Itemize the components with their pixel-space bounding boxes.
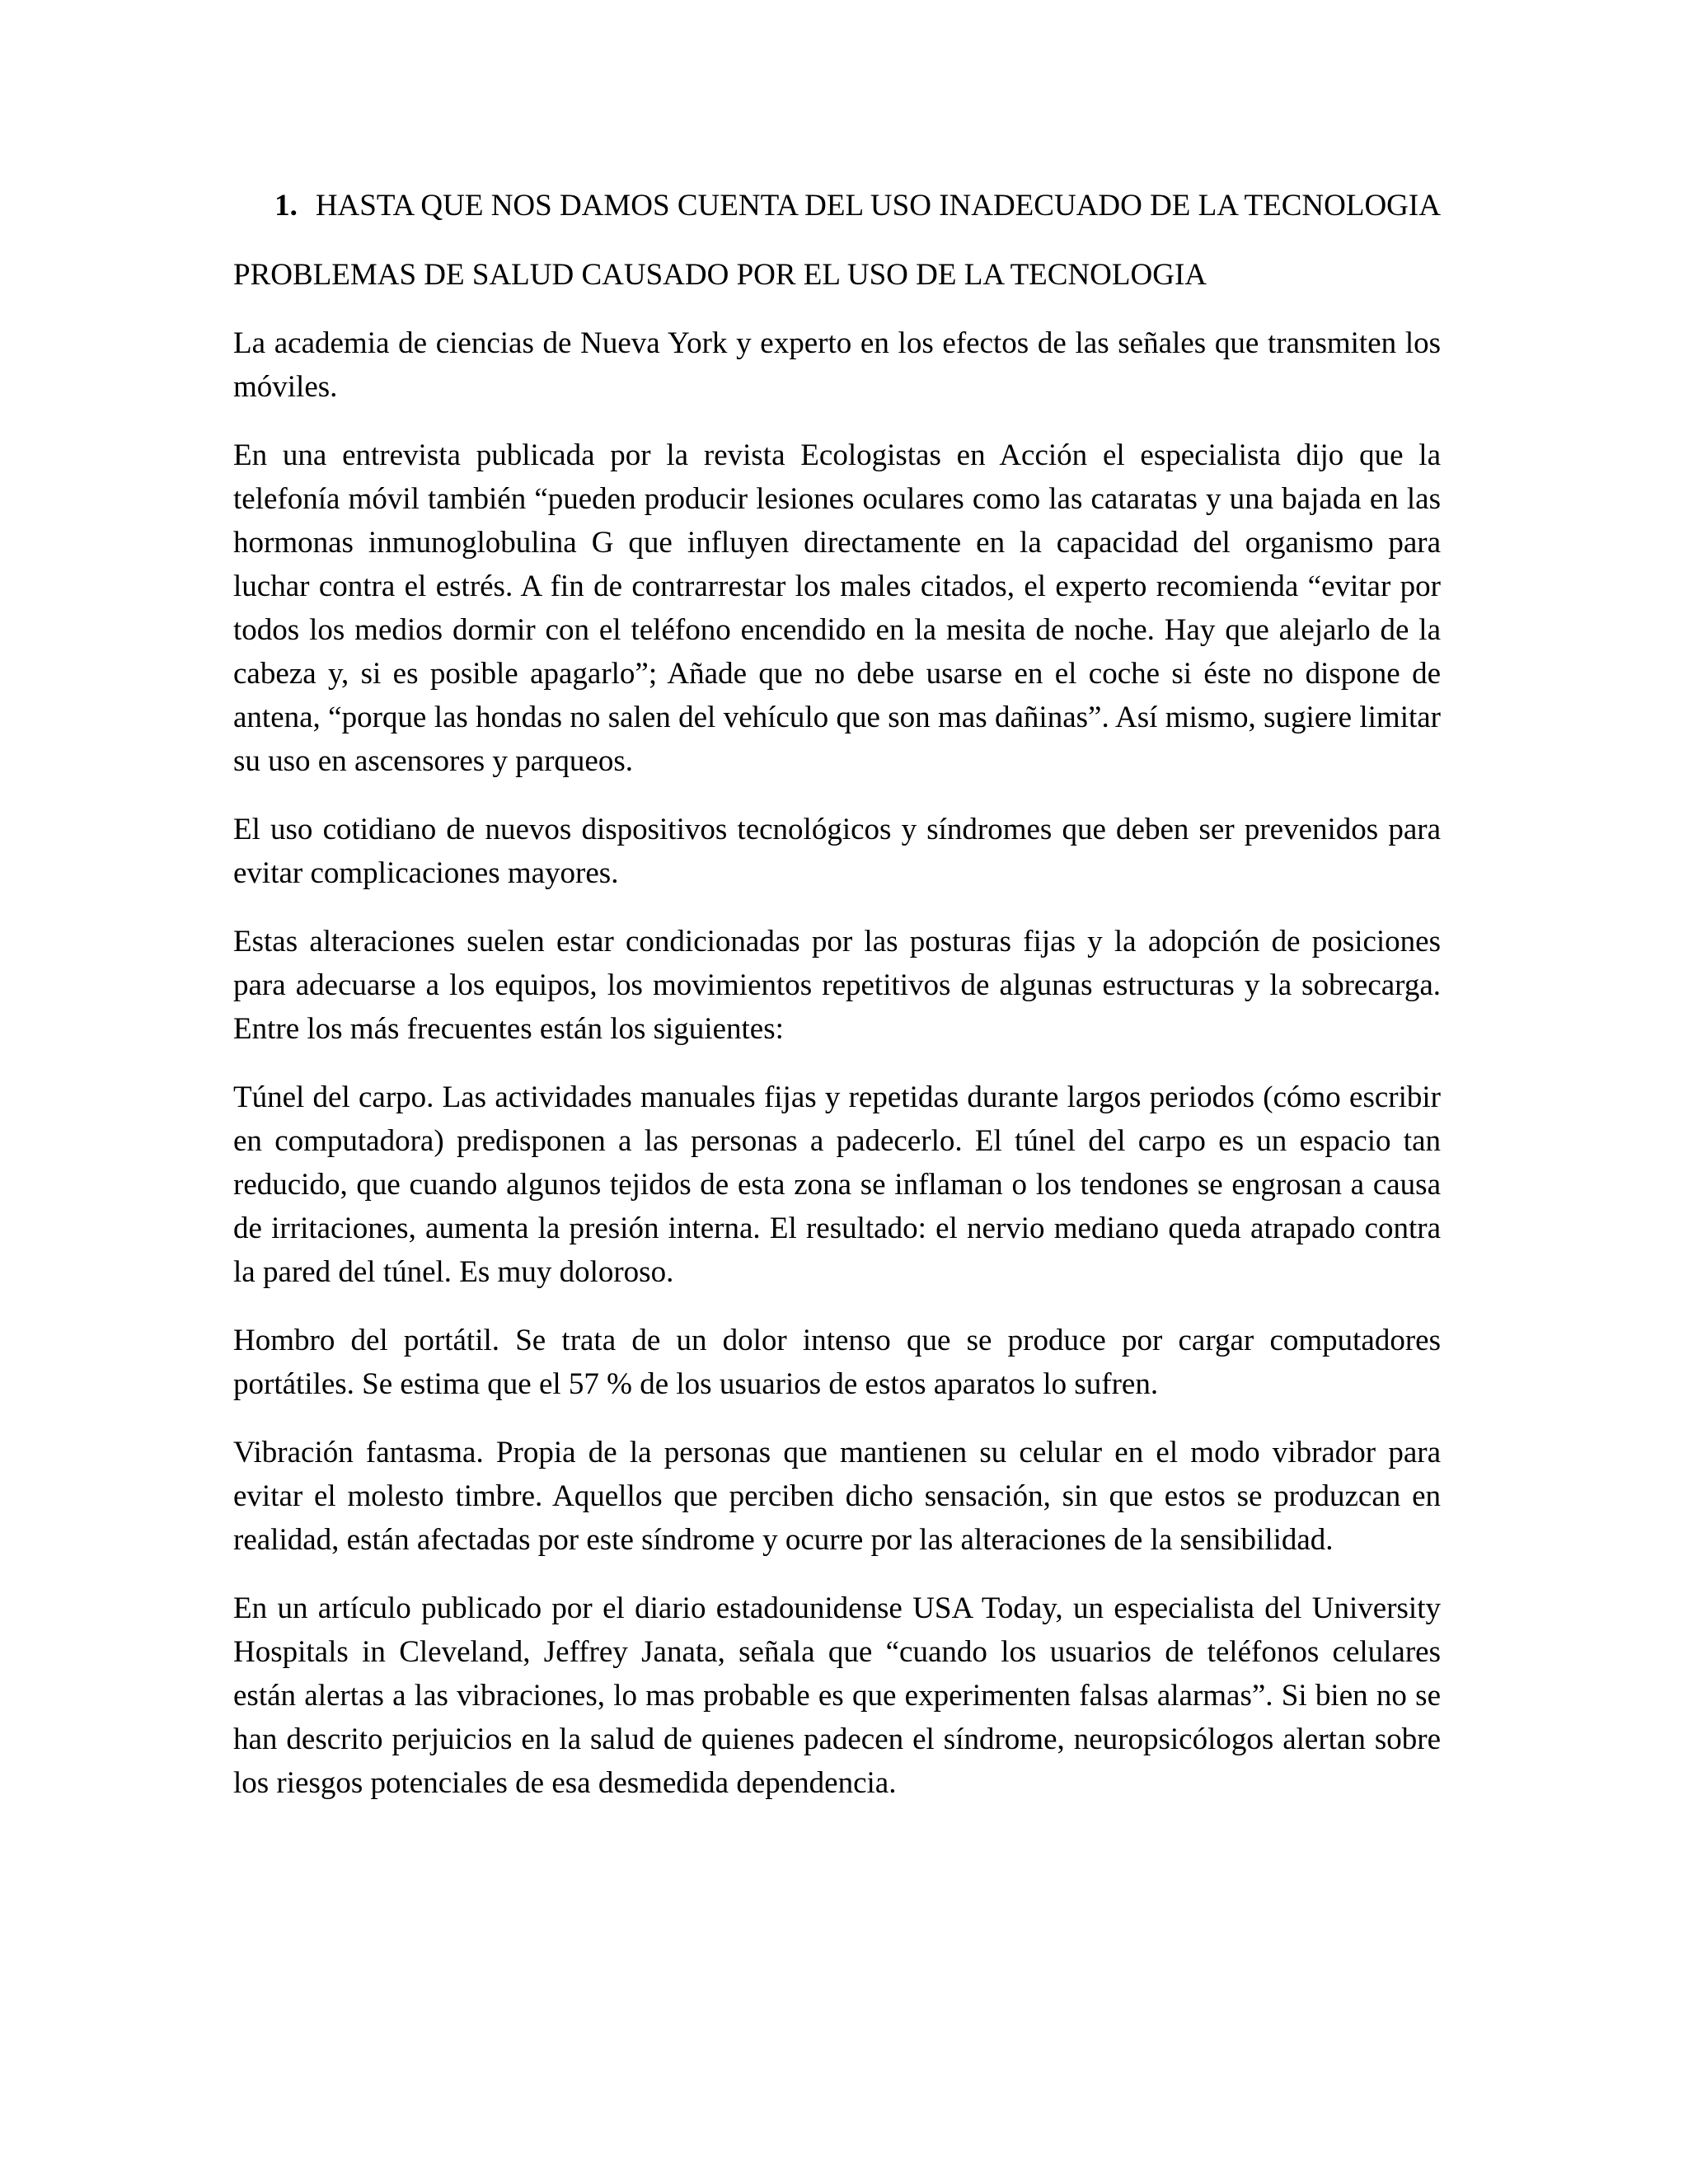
paragraph-intro: La academia de ciencias de Nueva York y experto en los efectos de las señales que transmiten los móviles. bbox=[233, 326, 1441, 404]
paragraph-daily-use: El uso cotidiano de nuevos dispositivos tecnológicos y síndromes que deben ser prevenidos para evitar complicaciones mayores. bbox=[233, 813, 1441, 890]
paragraph-laptop-shoulder: Hombro del portátil. Se trata de un dolor intenso que se produce por cargar computadores portátiles. Se estima que el 57 % de los usuarios de estos aparatos lo sufren. bbox=[233, 1324, 1441, 1401]
heading-number: 1. bbox=[274, 189, 298, 223]
paragraph-phantom-vibration: Vibración fantasma. Propia de la personas que mantienen su celular en el modo vibrador para evitar el molesto timbre. Aquellos que perciben dicho sensación, sin que estos se produzcan en realidad, están afectadas por este síndrome y ocurre por las alteraciones de la sensibilidad. bbox=[233, 1436, 1441, 1557]
paragraph-interview: En una entrevista publicada por la revista Ecologistas en Acción el especialista dijo que la telefonía móvil también “pueden producir lesiones oculares como las cataratas y una bajada en las hormonas inmunoglobulina G que influyen directamente en la capacidad del organismo para luchar contra el estrés. A fin de contrarrestar los males citados, el experto recomienda “evitar por todos los medios dormir con el teléfono encendido en la mesita de noche. Hay que alejarlo de la cabeza y, si es posible apagarlo”; Añade que no debe usarse en el coche si éste no dispone de antena, “porque las hondas no salen del vehículo que son mas dañinas”. Así mismo, sugiere limitar su uso en ascensores y parqueos. bbox=[233, 438, 1441, 778]
paragraph-carpal-tunnel: Túnel del carpo. Las actividades manuales fijas y repetidas durante largos periodos (cómo escribir en computadora) predisponen a las personas a padecerlo. El túnel del carpo es un espacio tan reducido, que cuando algunos tejidos de esta zona se inflaman o los tendones se engrosan a causa de irritaciones, aumenta la presión interna. El resultado: el nervio mediano queda atrapado contra la pared del túnel. Es muy doloroso. bbox=[233, 1080, 1441, 1289]
section-subheading: PROBLEMAS DE SALUD CAUSADO POR EL USO DE LA TECNOLOGIA bbox=[233, 258, 1207, 292]
paragraph-alterations: Estas alteraciones suelen estar condicionadas por las posturas fijas y la adopción de posiciones para adecuarse a los equipos, los movimientos repetitivos de algunas estructuras y la sobrecarga. Entre los más frecuentes están los siguientes: bbox=[233, 925, 1441, 1046]
document-heading bbox=[233, 183, 1441, 228]
heading-text: HASTA QUE NOS DAMOS CUENTA DEL USO INADECUADO DE LA TECNOLOGIA bbox=[315, 189, 1441, 223]
document-body bbox=[233, 183, 1441, 1830]
paragraph-usa-today: En un artículo publicado por el diario estadounidense USA Today, un especialista del University Hospitals in Cleveland, Jeffrey Janata, señala que “cuando los usuarios de teléfonos celulares están alertas a las vibraciones, lo mas probable es que experimenten falsas alarmas”. Si bien no se han descrito perjuicios en la salud de quienes padecen el síndrome, neuropsicólogos alertan sobre los riesgos potenciales de esa desmedida dependencia. bbox=[233, 1591, 1441, 1800]
